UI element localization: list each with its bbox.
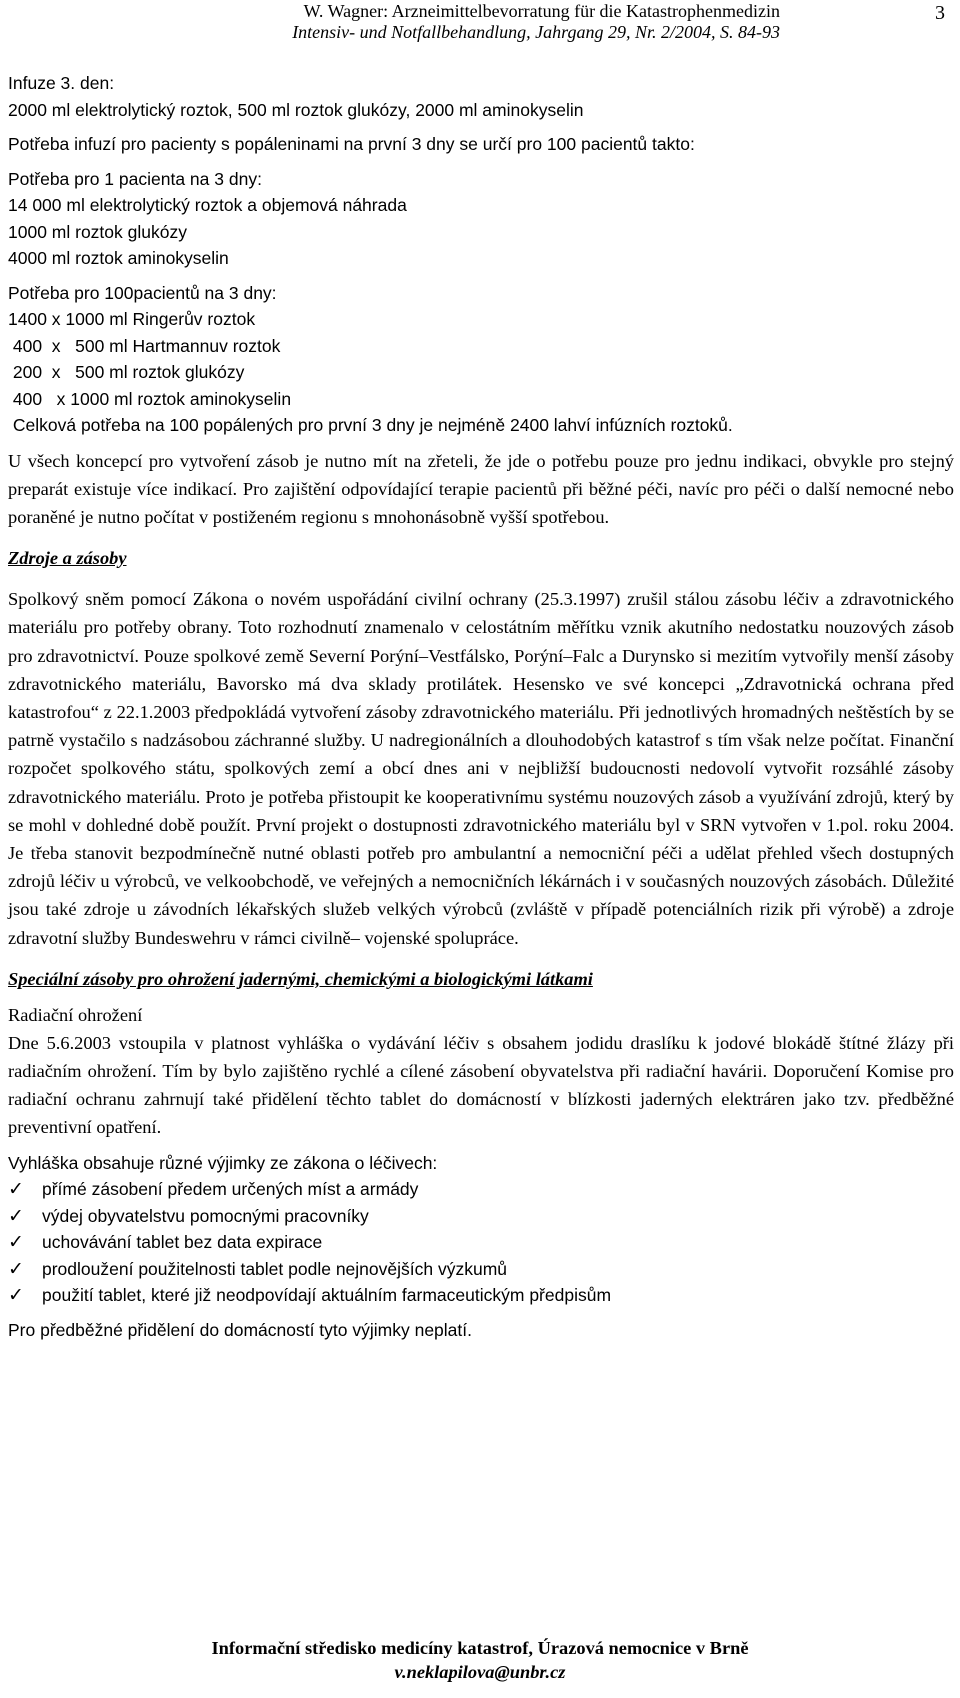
section-sources-text: Spolkový sněm pomocí Zákona o novém uspořádání civilní ochrany (25.3.1997) zrušil stálou zásobu léčiv a zdravotnického materiálu pro potřeby obrany. Toto rozhodnutí znamenalo v celostátním měřítku vznik akutního nedostatku nouzových zásob pro zdravotnictví. Pouze spolkové země Severní Porýní–Vestfálsko, Porýní–Falc a Durynsko si mezitím vytvořily menší zásoby zdravotnického materiálu, Bavorsko má dva sklady protilátek. Hesensko ve své koncepci „Zdravotnická ochrana před katastrofou“ z 22.1.2003 předpokládá vytvoření zásoby zdravotnického materiálu. Při jednotlivých hromadných neštěstích by se patrně vystačilo s nadzásobou záchranné služby. U nadregionálních a dlouhodobých katastrof s tím však nelze počítat. Finanční rozpočet spolkového státu, spolkových zemí a obcí dnes ani v nejbližší budoucnosti nedovolí vytvořit rozsáhlé zásoby zdravotnického materiálu. Proto je potřeba přistoupit ke kooperativnímu systému nouzových zásob a využívání zdrojů, který by se mohl v dohledné době použít. První projekt o dostupnosti zdravotnického materiálu byl v SRN vytvořen v 1.pol. roku 2004. Je třeba stanovit bezpodmínečně nutné oblasti potřeb pro ambulantní a nemocniční péči a udělat přehled všech dostupných zdrojů léčiv u výrobců, ve velkoobchodě, ve veřejných a nemocničních lékárnách i v současných nouzových zásobách. Důležité jsou také zdroje u závodních lékařských služeb velkých výrobců (zvláště v případě potenciálních rizik při výrobě) a zdroje zdravotní služby Bundeswehru v rámci civilně– vojenské spolupráce. <box>8 589 954 948</box>
per-100-total: Celková potřeba na 100 popálených pro první 3 dny je nejméně 2400 lahví infúzních roztoků. <box>8 415 733 435</box>
header-citation-title: W. Wagner: Arzneimittelbevorratung für die Katastrophenmedizin <box>303 1 780 21</box>
exception-text: výdej obyvatelstvu pomocnými pracovníky <box>42 1205 369 1226</box>
check-mark-icon: ✓ <box>8 1284 24 1307</box>
exception-item <box>8 1256 954 1283</box>
per-patient-title: Potřeba pro 1 pacienta na 3 dny: <box>8 168 262 189</box>
per-100-title: Potřeba pro 100pacientů na 3 dny: <box>8 282 277 303</box>
exception-text: prodloužení použitelnosti tablet podle nejnovějších výzkumů <box>42 1258 508 1279</box>
per-patient-item: 1000 ml roztok glukózy <box>8 221 187 242</box>
document-body <box>8 70 954 1343</box>
per-100-item: 200 x 500 ml roztok glukózy <box>8 362 245 382</box>
check-mark-icon: ✓ <box>8 1231 24 1254</box>
header-citation-journal: Intensiv- und Notfallbehandlung, Jahrgang 29, Nr. 2/2004, S. 84-93 <box>292 22 780 42</box>
exception-item <box>8 1176 954 1203</box>
exception-text: uchovávání tablet bez data expirace <box>42 1232 323 1253</box>
section-sources-heading: Zdroje a zásoby <box>8 548 127 569</box>
infusion-day3-text: 2000 ml elektrolytický roztok, 500 ml roztok glukózy, 2000 ml aminokyselin <box>8 99 584 120</box>
footer-institution: Informační středisko medicíny katastrof, Úrazová nemocnice v Brně <box>211 1638 749 1658</box>
exception-item <box>8 1282 954 1309</box>
page-header <box>0 0 960 46</box>
infusion-need-intro: Potřeba infuzí pro pacienty s popáleninami na první 3 dny se určí pro 100 pacientů takto: <box>8 134 695 154</box>
section-special-closing: Pro předběžné přidělení do domácností tyto výjimky neplatí. <box>8 1319 472 1340</box>
page-footer <box>0 1636 960 1684</box>
exceptions-intro: Vyhláška obsahuje různé výjimky ze zákona o léčivech: <box>8 1152 438 1173</box>
paragraph-concepts: U všech koncepcí pro vytvoření zásob je nutno mít na zřeteli, že jde o potřebu pouze pro jednu indikaci, obvykle pro stejný preparát existuje více indikací. Pro zajištění odpovídající terapie pacientů při běžné péči, navíc pro péči o další nemocné nebo poraněné je nutno počítat v postiženém regionu s mnohonásobně vyšší spotřebou. <box>8 450 954 527</box>
infusion-day3-title: Infuze 3. den: <box>8 73 115 93</box>
check-mark-icon: ✓ <box>8 1204 24 1227</box>
per-100-item: 1400 x 1000 ml Ringerův roztok <box>8 309 256 329</box>
per-100-item: 400 x 1000 ml roztok aminokyselin <box>8 388 292 409</box>
check-mark-icon: ✓ <box>8 1178 24 1201</box>
per-patient-item: 4000 ml roztok aminokyselin <box>8 248 229 268</box>
section-special-text: Dne 5.6.2003 vstoupila v platnost vyhláška o vydávání léčiv s obsahem jodidu draslíku k jodové blokádě štítné žlázy při radiačním ohrožení. Tím by bylo zajištěno rychlé a cílené zásobení obyvatelstva při radiační havárii. Doporučení Komise pro radiační ochranu zahrnují také přidělení těchto tablet do domácností v blízkosti jaderných elektráren jako tzv. předběžné preventivní opatření. <box>8 1032 954 1138</box>
check-mark-icon: ✓ <box>8 1257 24 1280</box>
exception-item <box>8 1229 954 1256</box>
section-special-heading: Speciální zásoby pro ohrožení jadernými, chemickými a biologickými látkami <box>8 968 593 989</box>
exceptions-list <box>8 1176 954 1309</box>
exception-text: přímé zásobení předem určených míst a armády <box>42 1179 419 1200</box>
exception-item <box>8 1203 954 1230</box>
footer-email: v.neklapilova@unbr.cz <box>394 1662 566 1682</box>
per-100-item: 400 x 500 ml Hartmannuv roztok <box>8 335 281 356</box>
exception-text: použití tablet, které již neodpovídají aktuálním farmaceutickým předpisům <box>42 1285 612 1306</box>
per-patient-item: 14 000 ml elektrolytický roztok a objemová náhrada <box>8 195 407 215</box>
page-number: 3 <box>935 2 945 24</box>
section-special-subheading: Radiační ohrožení <box>8 1004 143 1025</box>
